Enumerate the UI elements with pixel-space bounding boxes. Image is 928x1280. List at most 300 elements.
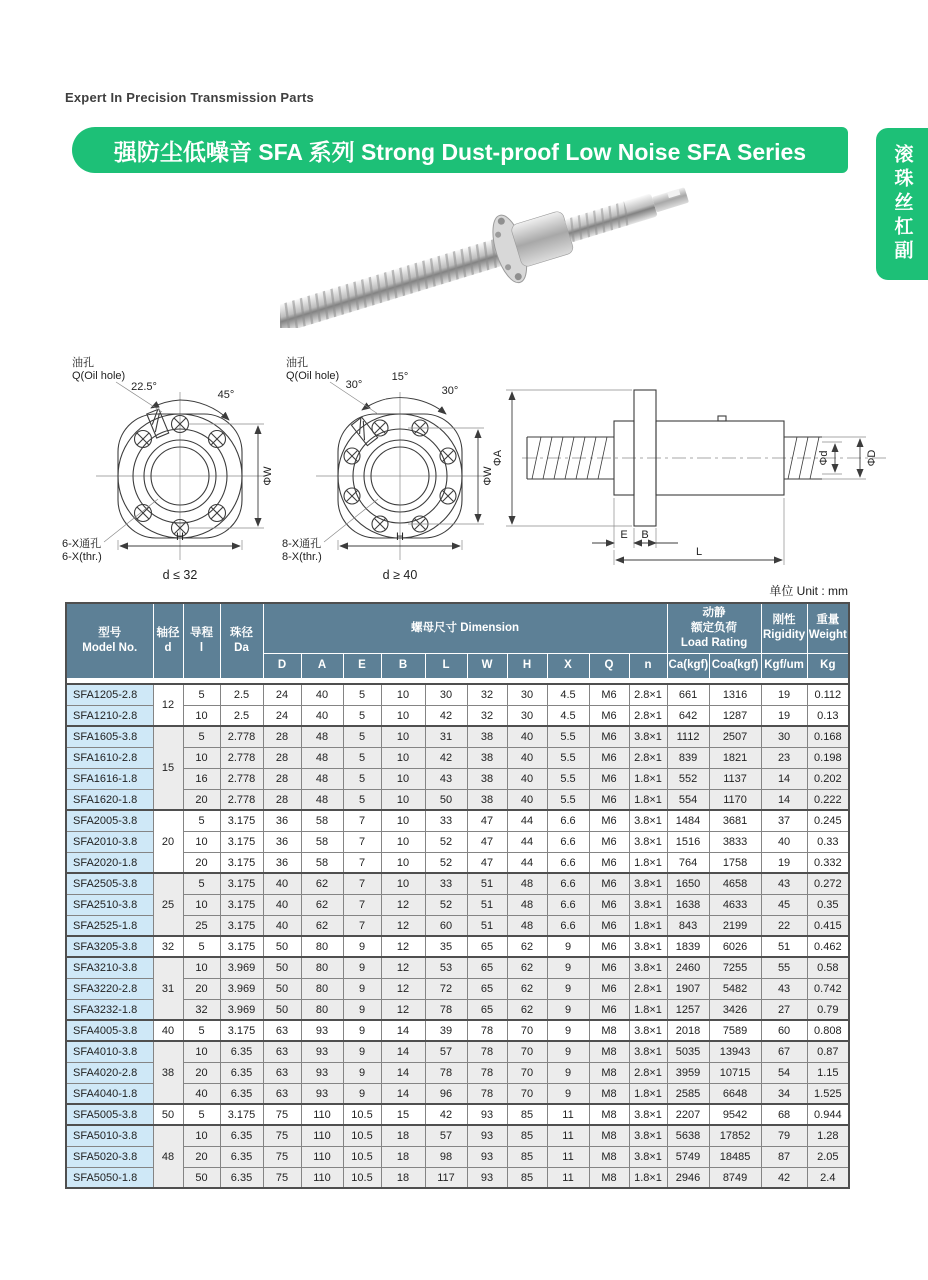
spec-cell: 38 — [467, 726, 507, 747]
spec-cell: 50 — [263, 978, 301, 999]
spec-cell: 40 — [263, 894, 301, 915]
spec-cell: 10 — [183, 831, 220, 852]
spec-cell: 36 — [263, 810, 301, 831]
spec-cell: 2.778 — [220, 726, 263, 747]
spec-cell: 9 — [547, 1041, 589, 1062]
spec-cell: 9 — [547, 999, 589, 1020]
dim-h-label: H — [176, 531, 184, 543]
spec-cell: M8 — [589, 1104, 629, 1125]
angle-label: 15° — [391, 371, 409, 383]
oil-hole-label: 油孔 — [72, 357, 94, 369]
table-row — [66, 747, 849, 768]
spec-cell: 10 — [381, 726, 425, 747]
spec-cell: 78 — [467, 1041, 507, 1062]
spec-cell: 1.8×1 — [629, 915, 667, 936]
spec-cell: 764 — [667, 852, 709, 873]
spec-cell: 45 — [761, 894, 807, 915]
spec-cell: M8 — [589, 1167, 629, 1188]
spec-cell: 10 — [183, 894, 220, 915]
dim-e-label: E — [620, 529, 628, 541]
spec-cell: 85 — [507, 1167, 547, 1188]
spec-cell: 0.33 — [807, 831, 849, 852]
spec-cell: 65 — [467, 978, 507, 999]
col-header-B: B — [381, 653, 425, 678]
spec-cell: 9 — [343, 957, 381, 978]
spec-cell: 12 — [381, 915, 425, 936]
spec-cell: 75 — [263, 1104, 301, 1125]
spec-cell: 3.8×1 — [629, 957, 667, 978]
spec-cell: 5 — [183, 1104, 220, 1125]
shaft-diameter-cell: 50 — [153, 1104, 183, 1125]
spec-cell: 12 — [381, 957, 425, 978]
spec-cell: 3.175 — [220, 1104, 263, 1125]
spec-table — [65, 602, 850, 1189]
spec-cell: 40 — [183, 1083, 220, 1104]
spec-cell: M8 — [589, 1041, 629, 1062]
model-cell: SFA2010-3.8 — [66, 831, 153, 852]
spec-cell: 11 — [547, 1167, 589, 1188]
col-header-ball-dia: 珠径 Da — [220, 603, 263, 678]
model-cell: SFA4020-2.8 — [66, 1062, 153, 1083]
spec-cell: 43 — [425, 768, 467, 789]
spec-cell: 28 — [263, 747, 301, 768]
spec-cell: 80 — [301, 957, 343, 978]
spec-cell: 3426 — [709, 999, 761, 1020]
spec-cell: 1650 — [667, 873, 709, 894]
spec-cell: 10 — [183, 747, 220, 768]
col-header-Ca: Ca(kgf) — [667, 653, 709, 678]
spec-cell: 51 — [761, 936, 807, 957]
spec-cell: 48 — [301, 747, 343, 768]
spec-cell: 0.742 — [807, 978, 849, 999]
spec-cell: 14 — [381, 1041, 425, 1062]
spec-cell: 2.778 — [220, 747, 263, 768]
spec-cell: 22 — [761, 915, 807, 936]
spec-cell: 60 — [425, 915, 467, 936]
spec-cell: 1.525 — [807, 1083, 849, 1104]
dim-w-label: ΦW — [482, 466, 494, 486]
spec-cell: 16 — [183, 768, 220, 789]
page-title: 强防尘低噪音 SFA 系列 Strong Dust-proof Low Noise SFA Series — [113, 138, 807, 165]
spec-cell: M6 — [589, 873, 629, 894]
spec-cell: 60 — [761, 1020, 807, 1041]
shaft-diameter-cell: 25 — [153, 873, 183, 936]
table-row — [66, 1167, 849, 1188]
spec-cell: 3.175 — [220, 936, 263, 957]
table-row — [66, 1020, 849, 1041]
spec-cell: 78 — [467, 1083, 507, 1104]
spec-cell: 10 — [381, 705, 425, 726]
spec-cell: 51 — [467, 894, 507, 915]
spec-cell: 3.8×1 — [629, 810, 667, 831]
spec-cell: 30 — [507, 705, 547, 726]
spec-cell: 28 — [263, 726, 301, 747]
spec-cell: 15 — [381, 1104, 425, 1125]
dim-w-label: ΦW — [262, 466, 274, 486]
spec-cell: 25 — [183, 915, 220, 936]
spec-cell: 10 — [183, 957, 220, 978]
spec-cell: 28 — [263, 768, 301, 789]
spec-cell: 30 — [761, 726, 807, 747]
spec-cell: 70 — [507, 1041, 547, 1062]
spec-cell: 0.415 — [807, 915, 849, 936]
spec-cell: 0.87 — [807, 1041, 849, 1062]
spec-cell: M6 — [589, 852, 629, 873]
spec-cell: M6 — [589, 789, 629, 810]
col-header-Coa: Coa(kgf) — [709, 653, 761, 678]
model-cell: SFA3210-3.8 — [66, 957, 153, 978]
spec-cell: 2.778 — [220, 768, 263, 789]
spec-cell: 28 — [263, 789, 301, 810]
spec-cell: M6 — [589, 726, 629, 747]
table-row — [66, 978, 849, 999]
spec-cell: 48 — [507, 894, 547, 915]
spec-cell: 40 — [263, 873, 301, 894]
spec-cell: M6 — [589, 894, 629, 915]
spec-cell: 87 — [761, 1146, 807, 1167]
spec-cell: 42 — [425, 1104, 467, 1125]
spec-cell: 50 — [183, 1167, 220, 1188]
spec-cell: 110 — [301, 1125, 343, 1146]
spec-cell: 14 — [381, 1062, 425, 1083]
spec-cell: 3681 — [709, 810, 761, 831]
spec-cell: 6.35 — [220, 1167, 263, 1188]
model-cell: SFA2005-3.8 — [66, 810, 153, 831]
spec-cell: 1821 — [709, 747, 761, 768]
spec-cell: 93 — [301, 1083, 343, 1104]
spec-cell: 9 — [343, 1041, 381, 1062]
spec-cell: 3.8×1 — [629, 1104, 667, 1125]
side-tab-ball-screw — [876, 128, 928, 280]
spec-cell: 7 — [343, 852, 381, 873]
spec-cell: 65 — [467, 999, 507, 1020]
spec-cell: 0.944 — [807, 1104, 849, 1125]
spec-cell: 14 — [761, 768, 807, 789]
spec-cell: 10 — [183, 705, 220, 726]
spec-cell: 10.5 — [343, 1104, 381, 1125]
spec-cell: 1839 — [667, 936, 709, 957]
spec-cell: 48 — [301, 768, 343, 789]
col-header-E: E — [343, 653, 381, 678]
spec-cell: 0.808 — [807, 1020, 849, 1041]
spec-cell: 63 — [263, 1041, 301, 1062]
spec-cell: 1.8×1 — [629, 852, 667, 873]
spec-cell: 65 — [467, 957, 507, 978]
spec-cell: 10 — [381, 789, 425, 810]
dim-b-label: B — [641, 529, 649, 541]
spec-cell: 2.4 — [807, 1167, 849, 1188]
spec-cell: 62 — [301, 873, 343, 894]
spec-cell: 6026 — [709, 936, 761, 957]
spec-cell: 93 — [301, 1062, 343, 1083]
spec-cell: 661 — [667, 684, 709, 705]
spec-cell: 40 — [301, 684, 343, 705]
spec-cell: 0.272 — [807, 873, 849, 894]
spec-cell: 10 — [381, 747, 425, 768]
spec-cell: 3.175 — [220, 810, 263, 831]
spec-cell: 8749 — [709, 1167, 761, 1188]
spec-cell: 20 — [183, 1146, 220, 1167]
spec-cell: 33 — [425, 810, 467, 831]
spec-cell: 62 — [507, 999, 547, 1020]
spec-cell: 11 — [547, 1125, 589, 1146]
spec-cell: 1.8×1 — [629, 1167, 667, 1188]
spec-cell: 30 — [425, 684, 467, 705]
spec-cell: 7 — [343, 810, 381, 831]
spec-cell: 58 — [301, 810, 343, 831]
angle-label: 22.5° — [131, 381, 157, 393]
spec-cell: 42 — [761, 1167, 807, 1188]
spec-cell: 44 — [507, 810, 547, 831]
spec-cell: 31 — [425, 726, 467, 747]
angle-label: 30° — [441, 385, 459, 397]
spec-cell: 1638 — [667, 894, 709, 915]
spec-cell: 5 — [343, 789, 381, 810]
spec-cell: 6.35 — [220, 1041, 263, 1062]
spec-cell: 17852 — [709, 1125, 761, 1146]
spec-cell: 5.5 — [547, 726, 589, 747]
spec-cell: 4633 — [709, 894, 761, 915]
spec-cell: 5 — [183, 810, 220, 831]
spec-cell: 1257 — [667, 999, 709, 1020]
col-header-weight: 重量 Weight — [807, 603, 849, 653]
spec-cell: 6.6 — [547, 831, 589, 852]
spec-cell: 79 — [761, 1125, 807, 1146]
spec-cell: 33 — [425, 873, 467, 894]
spec-cell: 10 — [381, 852, 425, 873]
spec-cell: 14 — [381, 1083, 425, 1104]
spec-cell: 110 — [301, 1167, 343, 1188]
spec-cell: 7 — [343, 831, 381, 852]
oil-hole-label: 油孔 — [286, 357, 308, 369]
spec-cell: 2507 — [709, 726, 761, 747]
spec-cell: 52 — [425, 831, 467, 852]
dim-a-label: ΦA — [492, 449, 504, 467]
spec-cell: 93 — [301, 1041, 343, 1062]
shaft-diameter-cell: 48 — [153, 1125, 183, 1188]
spec-cell: 10 — [381, 810, 425, 831]
spec-cell: 2018 — [667, 1020, 709, 1041]
spec-cell: 5 — [343, 768, 381, 789]
spec-cell: 2946 — [667, 1167, 709, 1188]
spec-cell: 2.8×1 — [629, 978, 667, 999]
spec-cell: 6.35 — [220, 1083, 263, 1104]
spec-cell: 43 — [761, 978, 807, 999]
spec-cell: 2207 — [667, 1104, 709, 1125]
spec-cell: 38 — [467, 789, 507, 810]
shaft-diameter-cell: 31 — [153, 957, 183, 1020]
spec-cell: 10 — [381, 873, 425, 894]
spec-cell: 9 — [343, 1020, 381, 1041]
table-row — [66, 684, 849, 705]
spec-cell: 35 — [425, 936, 467, 957]
angle-label: 45° — [217, 389, 235, 401]
spec-cell: 1137 — [709, 768, 761, 789]
spec-cell: 839 — [667, 747, 709, 768]
model-cell: SFA3220-2.8 — [66, 978, 153, 999]
table-row — [66, 1041, 849, 1062]
spec-cell: 5 — [183, 873, 220, 894]
spec-cell: 3.8×1 — [629, 726, 667, 747]
spec-cell: 70 — [507, 1062, 547, 1083]
spec-cell: 0.79 — [807, 999, 849, 1020]
spec-cell: 6.6 — [547, 852, 589, 873]
spec-cell: 51 — [467, 915, 507, 936]
oil-hole-label: Q(Oil hole) — [286, 370, 340, 382]
product-photo-ball-screw — [280, 178, 700, 328]
spec-cell: 43 — [761, 873, 807, 894]
spec-cell: 9 — [547, 978, 589, 999]
spec-cell: 18 — [381, 1125, 425, 1146]
spec-cell: 3.175 — [220, 894, 263, 915]
spec-cell: 3.175 — [220, 1020, 263, 1041]
spec-cell: 3833 — [709, 831, 761, 852]
spec-cell: 10 — [183, 1125, 220, 1146]
spec-cell: 9 — [343, 1062, 381, 1083]
spec-cell: 40 — [507, 726, 547, 747]
col-header-rigidity: 刚性 Rigidity — [761, 603, 807, 653]
spec-cell: 110 — [301, 1104, 343, 1125]
spec-cell: 12 — [381, 999, 425, 1020]
spec-cell: 7 — [343, 915, 381, 936]
spec-cell: 47 — [467, 852, 507, 873]
spec-cell: 9 — [343, 936, 381, 957]
spec-cell: M6 — [589, 768, 629, 789]
spec-cell: 48 — [301, 789, 343, 810]
spec-cell: 7589 — [709, 1020, 761, 1041]
spec-cell: 58 — [301, 852, 343, 873]
spec-cell: 57 — [425, 1041, 467, 1062]
spec-cell: 18485 — [709, 1146, 761, 1167]
col-header-X: X — [547, 653, 589, 678]
spec-cell: 6.6 — [547, 894, 589, 915]
spec-cell: 44 — [507, 852, 547, 873]
model-cell: SFA1610-2.8 — [66, 747, 153, 768]
spec-cell: 96 — [425, 1083, 467, 1104]
spec-cell: 85 — [507, 1104, 547, 1125]
spec-cell: 110 — [301, 1146, 343, 1167]
drawing-caption: d ≤ 32 — [162, 568, 198, 582]
spec-cell: 4.5 — [547, 705, 589, 726]
spec-cell: 9 — [547, 1062, 589, 1083]
angle-label: 30° — [345, 379, 363, 391]
spec-cell: 0.462 — [807, 936, 849, 957]
table-row — [66, 726, 849, 747]
model-cell: SFA1205-2.8 — [66, 684, 153, 705]
spec-cell: 3.969 — [220, 978, 263, 999]
shaft-diameter-cell: 12 — [153, 684, 183, 726]
spec-cell: 52 — [425, 852, 467, 873]
spec-cell: 11 — [547, 1146, 589, 1167]
spec-cell: 19 — [761, 705, 807, 726]
spec-cell: 98 — [425, 1146, 467, 1167]
spec-cell: 62 — [507, 957, 547, 978]
spec-cell: 1907 — [667, 978, 709, 999]
spec-cell: 0.58 — [807, 957, 849, 978]
shaft-diameter-cell: 20 — [153, 810, 183, 873]
spec-cell: 3959 — [667, 1062, 709, 1083]
spec-cell: 7 — [343, 873, 381, 894]
spec-cell: 65 — [467, 936, 507, 957]
spec-cell: M6 — [589, 810, 629, 831]
spec-cell: M6 — [589, 831, 629, 852]
spec-cell: 10 — [381, 684, 425, 705]
series-title-banner — [72, 127, 848, 173]
technical-drawing-front-6hole — [58, 348, 298, 586]
spec-cell: 1.28 — [807, 1125, 849, 1146]
spec-cell: 52 — [425, 894, 467, 915]
spec-cell: 75 — [263, 1146, 301, 1167]
table-row — [66, 1104, 849, 1125]
spec-cell: 63 — [263, 1020, 301, 1041]
spec-cell: 552 — [667, 768, 709, 789]
spec-cell: 1.8×1 — [629, 1083, 667, 1104]
table-row — [66, 936, 849, 957]
spec-cell: M6 — [589, 684, 629, 705]
spec-cell: 42 — [425, 747, 467, 768]
spec-cell: 7255 — [709, 957, 761, 978]
table-row — [66, 810, 849, 831]
col-header-dimension-group: 螺母尺寸 Dimension — [263, 603, 667, 653]
spec-cell: 75 — [263, 1167, 301, 1188]
spec-cell: 57 — [425, 1125, 467, 1146]
spec-cell: 47 — [467, 831, 507, 852]
spec-cell: 5 — [343, 726, 381, 747]
spec-cell: 10715 — [709, 1062, 761, 1083]
col-header-lead: 导程 l — [183, 603, 220, 678]
col-header-D: D — [263, 653, 301, 678]
spec-cell: 9 — [343, 999, 381, 1020]
unit-note: 单位 Unit : mm — [769, 584, 848, 598]
model-cell: SFA5010-3.8 — [66, 1125, 153, 1146]
spec-cell: 40 — [507, 789, 547, 810]
dim-h-label: H — [396, 531, 404, 543]
spec-cell: 1112 — [667, 726, 709, 747]
spec-cell: M6 — [589, 936, 629, 957]
spec-cell: 54 — [761, 1062, 807, 1083]
spec-cell: 80 — [301, 999, 343, 1020]
spec-cell: 78 — [467, 1020, 507, 1041]
side-tab-label: 滚珠丝杠副 — [891, 144, 913, 264]
spec-cell: 12 — [381, 894, 425, 915]
spec-cell: 44 — [507, 831, 547, 852]
spec-cell: 85 — [507, 1146, 547, 1167]
table-row — [66, 1083, 849, 1104]
spec-cell: 62 — [301, 915, 343, 936]
dim-l-label: L — [695, 546, 703, 558]
spec-cell: M6 — [589, 747, 629, 768]
oil-hole-label: Q(Oil hole) — [72, 370, 126, 382]
table-row — [66, 705, 849, 726]
holes-label: 6-X(thr.) — [62, 551, 102, 563]
col-header-rigidity-unit: Kgf/um — [761, 653, 807, 678]
spec-cell: 3.175 — [220, 852, 263, 873]
spec-cell: 20 — [183, 852, 220, 873]
spec-cell: 32 — [183, 999, 220, 1020]
spec-cell: 93 — [467, 1167, 507, 1188]
spec-cell: 10.5 — [343, 1167, 381, 1188]
spec-cell: 642 — [667, 705, 709, 726]
spec-cell: 93 — [467, 1125, 507, 1146]
spec-cell: 5035 — [667, 1041, 709, 1062]
spec-cell: 68 — [761, 1104, 807, 1125]
spec-cell: 37 — [761, 810, 807, 831]
spec-cell: 23 — [761, 747, 807, 768]
spec-cell: 70 — [507, 1020, 547, 1041]
spec-cell: 1170 — [709, 789, 761, 810]
spec-cell: 2.05 — [807, 1146, 849, 1167]
spec-cell: 50 — [263, 936, 301, 957]
